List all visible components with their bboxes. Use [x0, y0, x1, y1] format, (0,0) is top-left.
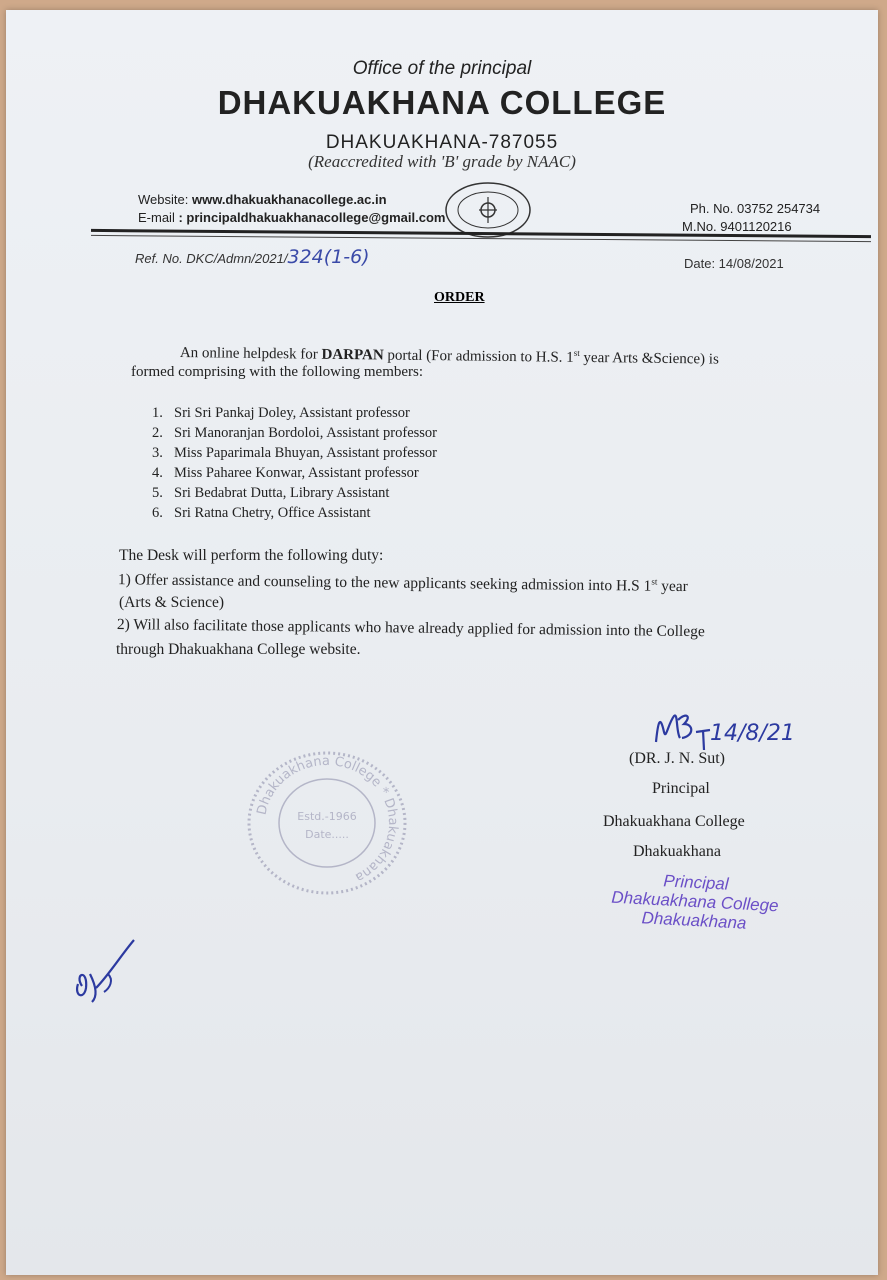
list-text: Sri Sri Pankaj Doley, Assistant professor — [174, 405, 410, 421]
intro-bold: DARPAN — [321, 346, 384, 364]
signatory-place: Dhakuakhana — [633, 843, 721, 860]
seal-date: Date..... — [305, 828, 349, 841]
college-seal-icon — [242, 748, 412, 898]
office-heading: Office of the principal — [352, 58, 532, 79]
duty-1-text: 1) Offer assistance and counseling to the new applicants seeking admission into H.S 1 — [117, 571, 652, 595]
signature-date: 14/8/21 — [710, 721, 795, 746]
duty-1-line2: (Arts & Science) — [119, 594, 225, 611]
intro-text-a: An online helpdesk for — [179, 344, 322, 363]
list-text: Miss Paharee Konwar, Assistant professor — [174, 465, 419, 481]
intro-line2: formed comprising with the following members: — [131, 364, 424, 380]
duty-2-line1: 2) Will also facilitate those applicants who have already applied for admission into the College — [116, 616, 705, 641]
website-line — [138, 192, 387, 207]
seal-ring-text: Dhakuakhana College * Dhakuakhana — [254, 753, 401, 885]
duty-heading: The Desk will perform the following duty: — [119, 547, 384, 564]
email-address: : principaldhakuakhanacollege@gmail.com — [178, 210, 446, 225]
duty-1-line1 — [118, 570, 688, 596]
duty-2-line2: through Dhakuakhana College website. — [116, 641, 361, 658]
stamp-line-3: Dhakuakhana — [641, 908, 747, 933]
phone-number: Ph. No. 03752 254734 — [690, 201, 821, 216]
duty-1-text-b: year — [657, 577, 689, 596]
signatory-college: Dhakuakhana College — [603, 813, 745, 830]
handwritten-initials-icon — [68, 930, 148, 1010]
email-label: E-mail — [138, 210, 175, 225]
list-number: 5. — [152, 485, 163, 501]
college-pin: DHAKUAKHANA-787055 — [325, 132, 559, 153]
list-number: 1. — [152, 405, 163, 421]
list-number: 4. — [152, 465, 163, 481]
list-item — [152, 485, 389, 502]
college-name: DHAKUAKHANA COLLEGE — [217, 84, 667, 121]
mobile-number: M.No. 9401120216 — [682, 219, 792, 234]
list-item — [152, 405, 410, 422]
website-label: Website: — [138, 192, 189, 207]
stamp-line-1: Principal — [662, 871, 730, 894]
email-line — [138, 210, 445, 225]
list-item — [152, 425, 437, 442]
document-page — [6, 10, 878, 1275]
duty-1-sup: st — [651, 576, 658, 587]
list-text: Miss Paparimala Bhuyan, Assistant professor — [174, 445, 437, 461]
list-number: 3. — [152, 445, 163, 461]
seal-estd: Estd.-1966 — [297, 810, 357, 823]
ref-prefix: Ref. No. DKC/Admn/2021/ — [135, 251, 288, 266]
signatory-title: Principal — [652, 780, 710, 797]
list-text: Sri Ratna Chetry, Office Assistant — [174, 505, 371, 521]
intro-text-c: year Arts &Science) is — [579, 349, 719, 368]
stamp-line-2: Dhakuakhana College — [610, 887, 780, 916]
list-text: Sri Bedabrat Dutta, Library Assistant — [174, 485, 390, 501]
order-title: ORDER — [434, 290, 485, 305]
ref-number — [135, 246, 370, 268]
website-url: www.dhakuakhanacollege.ac.in — [191, 192, 387, 207]
signatory-name: (DR. J. N. Sut) — [629, 750, 726, 767]
list-number: 6. — [152, 505, 163, 521]
list-number: 2. — [152, 425, 163, 441]
intro-sup: st — [573, 347, 580, 358]
list-item — [152, 505, 371, 522]
list-item — [152, 465, 419, 482]
list-text: Sri Manoranjan Bordoloi, Assistant professor — [174, 425, 437, 441]
ref-handwritten-number: 324(1-6) — [287, 246, 370, 268]
accreditation-note: (Reaccredited with 'B' grade by NAAC) — [308, 152, 576, 171]
list-item — [152, 445, 437, 462]
order-date: Date: 14/08/2021 — [684, 256, 784, 271]
principal-stamp — [589, 868, 802, 936]
intro-text-b: portal (For admission to H.S. 1 — [383, 347, 574, 366]
